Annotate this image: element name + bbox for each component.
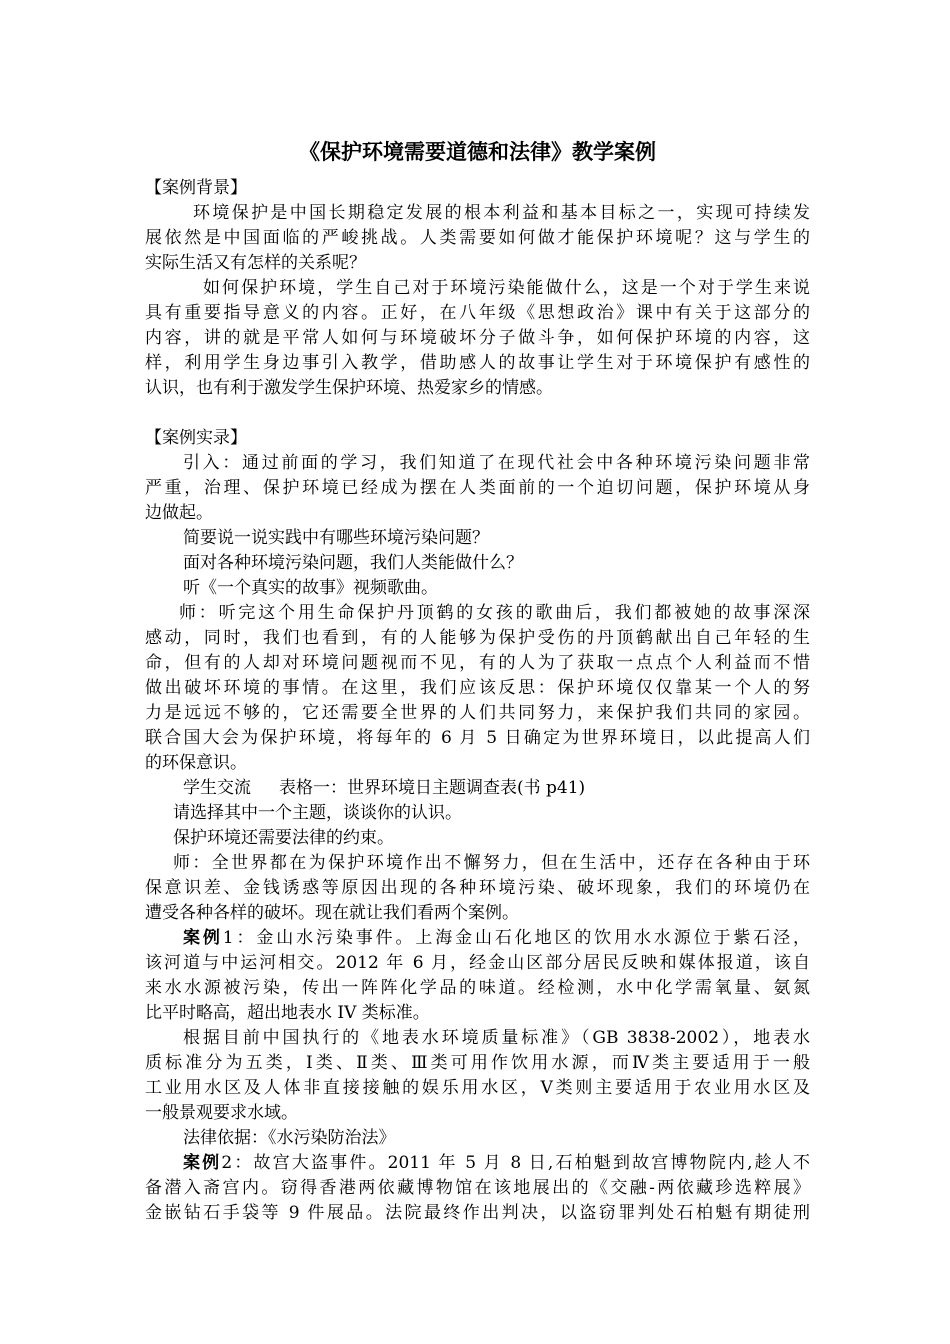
paragraph-line: 请选择其中一个主题，谈谈你的认识。 — [173, 803, 462, 823]
paragraph-line: 来水水源被污染，传出一阵阵化学品的味道。经检测，水中化学需氧量、氨氮 — [145, 978, 810, 998]
question-line: 面对各种环境污染问题，我们人类能做什么？ — [183, 553, 523, 573]
paragraph-line: 一般景观要求水域。 — [145, 1103, 298, 1123]
paragraph-line: 样，利用学生身边事引入教学，借助感人的故事让学生对于环境保护有感性的 — [145, 353, 810, 373]
paragraph-line: 备潜入斋宫内。窃得香港两依藏博物馆在该地展出的《交融-两依藏珍选粹展》 — [145, 1178, 810, 1198]
paragraph-line: 内容，讲的就是平常人如何与环境破坏分子做斗争，如何保护环境的内容，这 — [145, 328, 810, 348]
paragraph-line: 边做起。 — [145, 503, 213, 523]
paragraph-line: 环境保护是中国长期稳定发展的根本利益和基本目标之一，实现可持续发 — [193, 203, 810, 223]
section-heading-background: 【案例背景】 — [145, 178, 247, 198]
paragraph-line: 实际生活又有怎样的关系呢？ — [145, 253, 366, 273]
paragraph-line: 具有重要指导意义的内容。正好，在八年级《思想政治》课中有关于这部分的 — [145, 303, 810, 323]
paragraph-line: 质标准分为五类，Ⅰ类、Ⅱ类、Ⅲ类可用作饮用水源，而Ⅳ类主要适用于一般 — [145, 1053, 810, 1073]
paragraph-line: 做出破坏环境的事情。在这里，我们应该反思：保护环境仅仅靠某一个人的努 — [145, 678, 810, 698]
document-page — [145, 136, 810, 1226]
question-line: 简要说一说实践中有哪些环境污染问题？ — [183, 528, 489, 548]
paragraph-line: 引入：通过前面的学习，我们知道了在现代社会中各种环境污染问题非常 — [183, 453, 810, 473]
paragraph-line: 工业用水区及人体非直接接触的娱乐用水区，Ⅴ类则主要适用于农业用水区及 — [145, 1078, 810, 1098]
paragraph-line: 金嵌钻石手袋等 9 件展品。法院最终作出判决，以盗窃罪判处石柏魁有期徒刑 — [145, 1203, 810, 1223]
case1-text: 1：金山水污染事件。上海金山石化地区的饮用水水源位于紫石泾， — [222, 928, 810, 948]
legal-basis-line: 法律依据：《水污染防治法》 — [183, 1128, 396, 1148]
paragraph-line: 展依然是中国面临的严峻挑战。人类需要如何做才能保护环境呢？这与学生的 — [145, 228, 810, 248]
paragraph-line: 如何保护环境，学生自己对于环境污染能做什么，这是一个对于学生来说 — [203, 278, 810, 298]
question-line: 听《一个真实的故事》视频歌曲。 — [183, 578, 438, 598]
table-reference: 表格一：世界环境日主题调查表(书 p41) — [279, 778, 586, 798]
paragraph-line: 根据目前中国执行的《地表水环境质量标准》（GB 3838-2002），地表水 — [183, 1028, 810, 1048]
paragraph-line: 联合国大会为保护环境，将每年的 6 月 5 日确定为世界环境日，以此提高人们 — [145, 728, 810, 748]
case2-label: 案例 — [183, 1153, 222, 1173]
paragraph-line: 遭受各种各样的破坏。现在就让我们看两个案例。 — [145, 903, 519, 923]
paragraph-line: 保护环境还需要法律的约束。 — [173, 828, 394, 848]
student-exchange-label: 学生交流 — [183, 778, 251, 798]
paragraph-line: 师：全世界都在为保护环境作出不懈努力，但在生活中，还存在各种由于环 — [173, 853, 810, 873]
case1-label: 案例 — [183, 928, 223, 948]
page-title: 《保护环境需要道德和法律》教学案例 — [299, 139, 656, 164]
case2-first-line — [145, 1151, 810, 1176]
paragraph-line: 命，但有的人却对环境问题视而不见，有的人为了获取一点点个人利益而不惜 — [145, 653, 810, 673]
paragraph-line: 比平时略高，超出地表水 IV 类标准。 — [145, 1003, 430, 1023]
student-exchange-line — [145, 776, 810, 801]
paragraph-line: 感动，同时，我们也看到，有的人能够为保护受伤的丹顶鹤献出自己年轻的生 — [145, 628, 810, 648]
section-heading-record: 【案例实录】 — [145, 428, 247, 448]
paragraph-line: 认识，也有利于激发学生保护环境、热爱家乡的情感。 — [145, 378, 553, 398]
paragraph-line: 力是远远不够的，它还需要全世界的人们共同努力，来保护我们共同的家园。 — [145, 703, 810, 723]
paragraph-line: 严重，治理、保护环境已经成为摆在人类面前的一个迫切问题，保护环境从身 — [145, 478, 810, 498]
paragraph-line: 保意识差、金钱诱惑等原因出现的各种环境污染、破坏现象，我们的环境仍在 — [145, 878, 810, 898]
case1-first-line — [145, 926, 810, 951]
paragraph-line: 的环保意识。 — [145, 753, 247, 773]
paragraph-line: 该河道与中运河相交。2012 年 6 月，经金山区部分居民反映和媒体报道，该自 — [145, 953, 810, 973]
case2-text: 2：故宫大盗事件。2011 年 5 月 8 日,石柏魁到故宫博物院内,趁人不 — [221, 1153, 810, 1173]
paragraph-line: 师：听完这个用生命保护丹顶鹤的女孩的歌曲后，我们都被她的故事深深 — [179, 603, 810, 623]
